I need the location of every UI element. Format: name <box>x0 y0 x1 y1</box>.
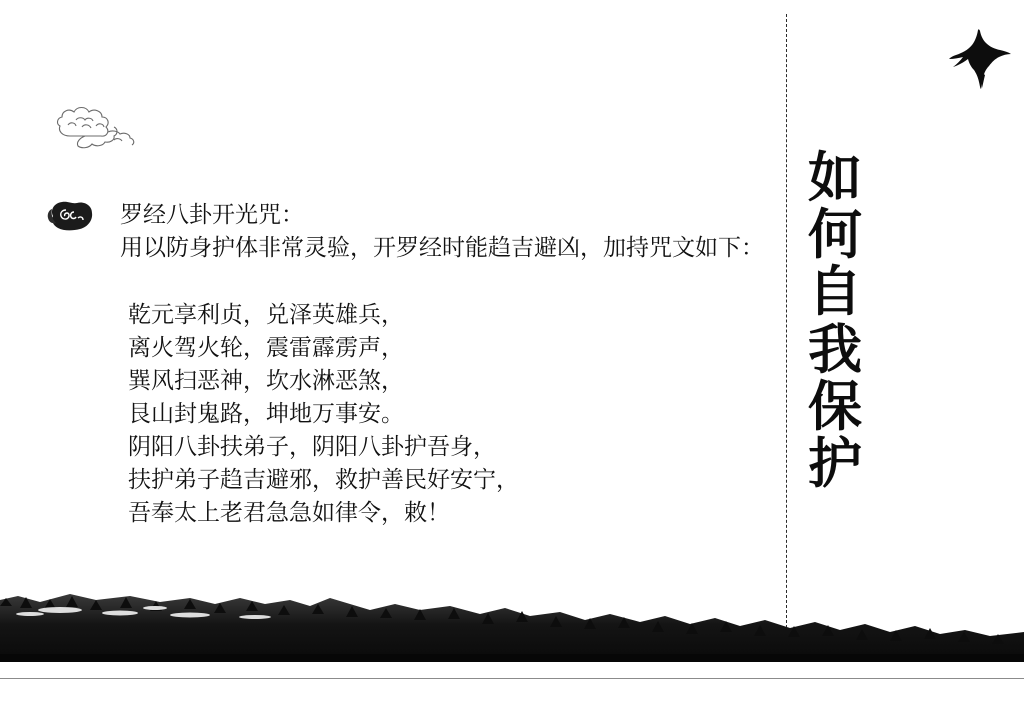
ink-blot-icon <box>44 198 96 234</box>
page-baseline <box>0 678 1024 679</box>
verse-line: 乾元享利贞，兑泽英雄兵， <box>128 302 404 327</box>
forest-horizon-silhouette <box>0 584 1024 662</box>
title-char: 如 <box>808 148 862 208</box>
verse-line: 离火驾火轮，震雷霹雳声， <box>128 335 404 360</box>
title-char: 自 <box>808 262 862 323</box>
verse-line: 吾奉太上老君急急如律令，敕！ <box>128 500 450 525</box>
incantation-verse <box>120 298 780 529</box>
verse-line: 巽风扫恶神，坎水淋恶煞， <box>128 368 404 393</box>
title-char: 保 <box>808 376 862 437</box>
verse-line: 阴阳八卦扶弟子，阴阳八卦护吾身， <box>128 434 496 459</box>
page-title-vertical <box>800 150 870 493</box>
cloud-icon <box>52 96 140 152</box>
intro-paragraph: 用以防身护体非常灵验，开罗经时能趋吉避凶，加持咒文如下： <box>120 235 764 260</box>
verse-line: 艮山封鬼路，坤地万事安。 <box>128 401 404 426</box>
verse-line: 扶护弟子趋吉避邪，救护善民好安宁， <box>128 467 519 492</box>
body-text <box>120 198 780 529</box>
title-char: 何 <box>808 205 862 266</box>
section-heading: 罗经八卦开光咒： <box>120 202 304 227</box>
eagle-icon <box>948 28 1012 90</box>
title-char: 护 <box>808 434 862 495</box>
vertical-dashed-divider <box>786 14 787 628</box>
title-char: 我 <box>808 319 862 380</box>
